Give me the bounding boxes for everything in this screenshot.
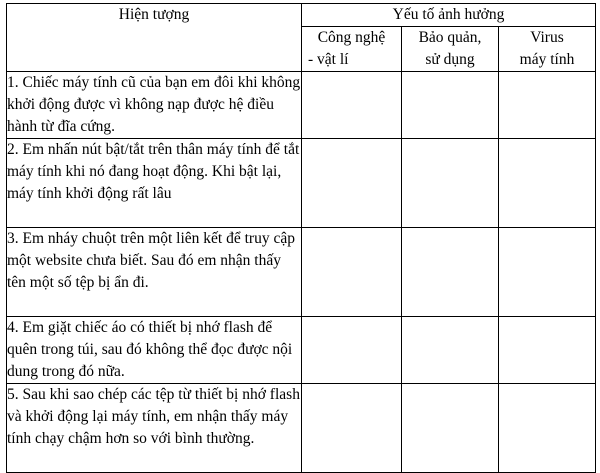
virus-cell[interactable]	[499, 317, 596, 384]
technology-cell[interactable]	[302, 72, 402, 139]
table-row	[7, 72, 596, 139]
phenomenon-cell: 3. Em nháy chuột trên một liên kết để truy cập một website chưa biết. Sau đó em nhận thấy tên một số tệp bị ẩn đi.	[7, 228, 302, 317]
header-phenomenon-label: Hiện tượng	[118, 6, 190, 23]
header-technology-line1: Công nghệ	[317, 29, 386, 46]
virus-cell[interactable]	[499, 228, 596, 317]
header-technology	[302, 27, 402, 72]
header-virus	[499, 27, 596, 72]
header-virus-line2: máy tính	[519, 51, 575, 68]
header-care-line1: Bảo quản,	[418, 29, 482, 46]
care-cell[interactable]	[402, 384, 499, 473]
header-care-line2: sử dụng	[425, 51, 475, 68]
header-factors-label: Yếu tố ảnh hưởng	[392, 6, 505, 23]
header-care	[402, 27, 499, 72]
header-virus-line1: Virus	[530, 29, 564, 46]
technology-cell[interactable]	[302, 139, 402, 228]
header-factors	[302, 4, 596, 27]
care-cell[interactable]	[402, 72, 499, 139]
technology-cell[interactable]	[302, 384, 402, 473]
care-cell[interactable]	[402, 317, 499, 384]
table-row	[7, 317, 596, 384]
phenomenon-cell: 5. Sau khi sao chép các tệp từ thiết bị nhớ flash và khởi động lại máy tính, em nhận thấy máy tính chạy chậm hơn so với bình thường.	[7, 384, 302, 473]
table-row	[7, 139, 596, 228]
care-cell[interactable]	[402, 139, 499, 228]
phenomenon-cell: 4. Em giặt chiếc áo có thiết bị nhớ flash để quên trong túi, sau đó không thể đọc được nội dung trong đó nữa.	[7, 317, 302, 384]
table-row	[7, 228, 596, 317]
technology-cell[interactable]	[302, 317, 402, 384]
care-cell[interactable]	[402, 228, 499, 317]
header-technology-line2: - vật lí	[308, 51, 349, 68]
virus-cell[interactable]	[499, 72, 596, 139]
phenomenon-cell: 1. Chiếc máy tính cũ của bạn em đôi khi không khởi động được vì không nạp được hệ điều hành từ đĩa cứng.	[7, 72, 302, 139]
factors-table	[6, 3, 596, 473]
header-phenomenon	[7, 4, 302, 72]
table-row	[7, 384, 596, 473]
technology-cell[interactable]	[302, 228, 402, 317]
virus-cell[interactable]	[499, 139, 596, 228]
virus-cell[interactable]	[499, 384, 596, 473]
phenomenon-cell: 2. Em nhấn nút bật/tắt trên thân máy tính để tắt máy tính khi nó đang hoạt động. Khi bật lại, máy tính khởi động rất lâu	[7, 139, 302, 228]
